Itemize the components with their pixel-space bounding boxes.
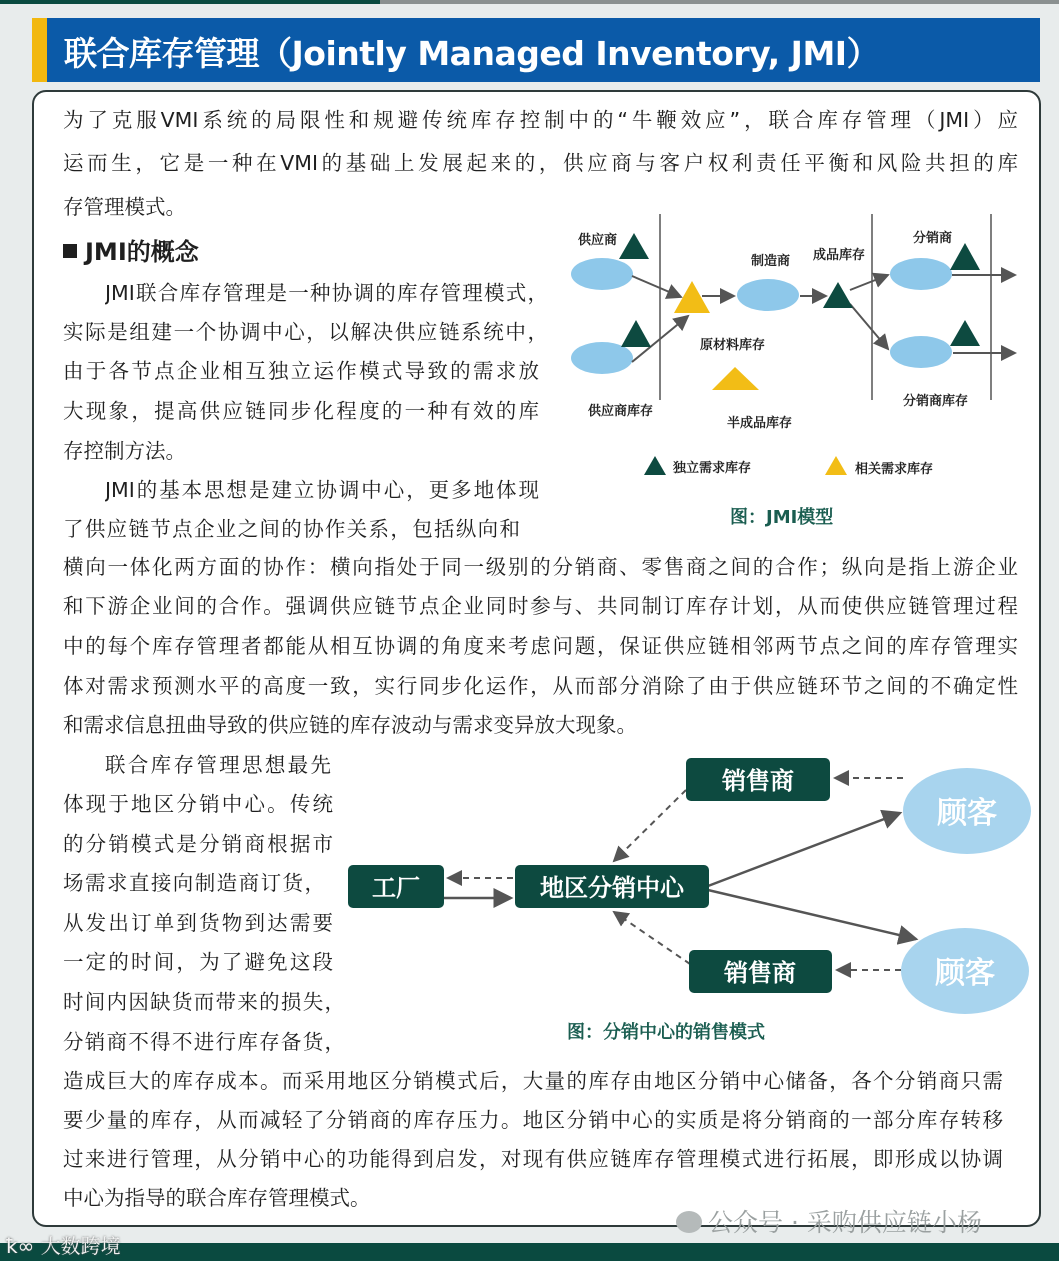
origin-line: 分销商不得不进行库存备货， — [63, 1030, 345, 1054]
concept-line: 实际是组建一个协调中心，以解决供应链系统中， — [63, 320, 548, 344]
origin-line: 中心为指导的联合库存管理模式。 — [63, 1186, 371, 1210]
watermark-wechat — [676, 1203, 982, 1239]
legend-independent: 独立需求库存 — [673, 461, 752, 476]
flow-arrow — [850, 275, 888, 290]
watermark-brand — [6, 1230, 121, 1259]
label-raw-material-inventory: 原材料库存 — [700, 338, 766, 353]
independent-demand-triangle-icon — [950, 320, 980, 346]
flow-arrow — [850, 304, 888, 349]
distribution-center-label: 地区分销中心 — [540, 874, 684, 902]
customer-label-bottom: 顾客 — [935, 956, 995, 991]
origin-line: 要少量的库存，从而减轻了分销商的库存压力。地区分销中心的实质是将分销商的一部分库存转移 — [63, 1108, 1003, 1132]
idea-line: JMI的基本思想是建立协调中心，更多地体现 — [105, 478, 539, 502]
flow-arrow — [632, 276, 681, 297]
origin-line: 时间内因缺货而带来的损失， — [63, 990, 345, 1014]
independent-demand-triangle-icon — [823, 282, 853, 308]
origin-line: 造成巨大的库存成本。而采用地区分销模式后，大量的库存由地区分销中心储备，各个分销商只需 — [63, 1069, 1003, 1093]
origin-line: 从发出订单到货物到达需要 — [63, 911, 333, 935]
brand-text: 大数跨境 — [40, 1234, 121, 1258]
label-manufacturer: 制造商 — [751, 254, 791, 269]
brand-logo-icon: ꝁ∞ — [6, 1234, 41, 1258]
idea-line: 横向一体化两方面的协作：横向指处于同一级别的分销商、零售商之间的合作；纵向是指上游企业 — [63, 555, 1018, 579]
origin-line: 的分销模式是分销商根据市 — [63, 832, 333, 856]
idea-line: 和需求信息扭曲导致的供应链的库存波动与需求变异放大现象。 — [63, 713, 637, 737]
concept-line: JMI联合库存管理是一种协调的库存管理模式， — [105, 281, 548, 305]
independent-demand-triangle-icon — [950, 243, 980, 270]
idea-line: 和下游企业间的合作。强调供应链节点企业同时参与、共同制订库存计划，从而使供应链管理过程 — [63, 594, 1018, 618]
jmi-diagram-caption: 图：JMI模型 — [730, 507, 834, 528]
label-distributor: 分销商 — [913, 231, 953, 246]
bottom-band — [0, 1243, 1059, 1261]
customer-label-top: 顾客 — [937, 796, 997, 831]
concept-line: 由于各节点企业相互独立运作模式导致的需求放 — [63, 359, 539, 383]
intro-line: 为了克服VMI系统的局限性和规避传统库存控制中的“牛鞭效应”，联合库存管理（JMI）应 — [63, 108, 1018, 132]
legend-yellow-triangle-icon — [825, 456, 847, 475]
origin-line: 联合库存管理思想最先 — [105, 753, 331, 777]
dependent-demand-triangle-icon — [712, 367, 759, 390]
section-heading-text: JMI的概念 — [85, 238, 199, 266]
idea-line: 体对需求预测水平的高度一致，实行同步化运作，从而部分消除了由于供应链环节之间的不确定性 — [63, 674, 1018, 698]
wechat-icon — [676, 1211, 702, 1233]
legend-dependent: 相关需求库存 — [855, 462, 934, 477]
factory-label: 工厂 — [372, 874, 420, 902]
origin-line: 一定的时间，为了避免这段 — [63, 950, 333, 974]
manufacturer-node — [737, 279, 799, 311]
origin-line: 场需求直接向制造商订货， — [63, 871, 325, 895]
intro-line: 运而生，它是一种在VMI的基础上发展起来的，供应商与客户权利责任平衡和风险共担的库 — [63, 151, 1018, 175]
independent-demand-triangle-icon — [621, 320, 651, 347]
order-arrow — [614, 790, 686, 861]
page-title: 联合库存管理（Jointly Managed Inventory, JMI） — [64, 34, 880, 73]
intro-line: 存管理模式。 — [63, 195, 186, 219]
legend-dark-triangle-icon — [644, 456, 666, 475]
distributor-node — [890, 336, 952, 368]
watermark-text: 公众号 · 采购供应链小杨 — [708, 1208, 982, 1237]
idea-line: 中的每个库存管理者都能从相互协调的角度来考虑问题，保证供应链相邻两节点之间的库存管理实 — [63, 634, 1018, 658]
origin-line: 体现于地区分销中心。传统 — [63, 792, 333, 816]
label-supplier-inventory: 供应商库存 — [588, 404, 654, 419]
seller-label-top: 销售商 — [722, 767, 794, 795]
concept-line: 存控制方法。 — [63, 439, 186, 463]
label-supplier: 供应商 — [578, 233, 618, 248]
distribution-diagram — [348, 758, 1031, 1043]
delivery-arrow — [708, 890, 916, 939]
distributor-node — [890, 258, 952, 290]
distribution-diagram-caption: 图：分销中心的销售模式 — [567, 1022, 765, 1043]
independent-demand-triangle-icon — [619, 233, 649, 259]
seller-label-bottom: 销售商 — [724, 959, 796, 987]
label-semi-finished-inventory: 半成品库存 — [727, 416, 793, 431]
label-finished-inventory: 成品库存 — [813, 248, 866, 263]
idea-line: 了供应链节点企业之间的协作关系，包括纵向和 — [63, 517, 520, 541]
label-distributor-inventory: 分销商库存 — [903, 394, 969, 409]
order-arrow — [614, 912, 690, 964]
concept-line: 大现象，提高供应链同步化程度的一种有效的库 — [63, 399, 539, 423]
delivery-arrow — [708, 813, 900, 886]
supplier-node — [571, 258, 633, 290]
origin-line: 过来进行管理，从分销中心的功能得到启发，对现有供应链库存管理模式进行拓展，即形成以协调 — [63, 1147, 1003, 1171]
